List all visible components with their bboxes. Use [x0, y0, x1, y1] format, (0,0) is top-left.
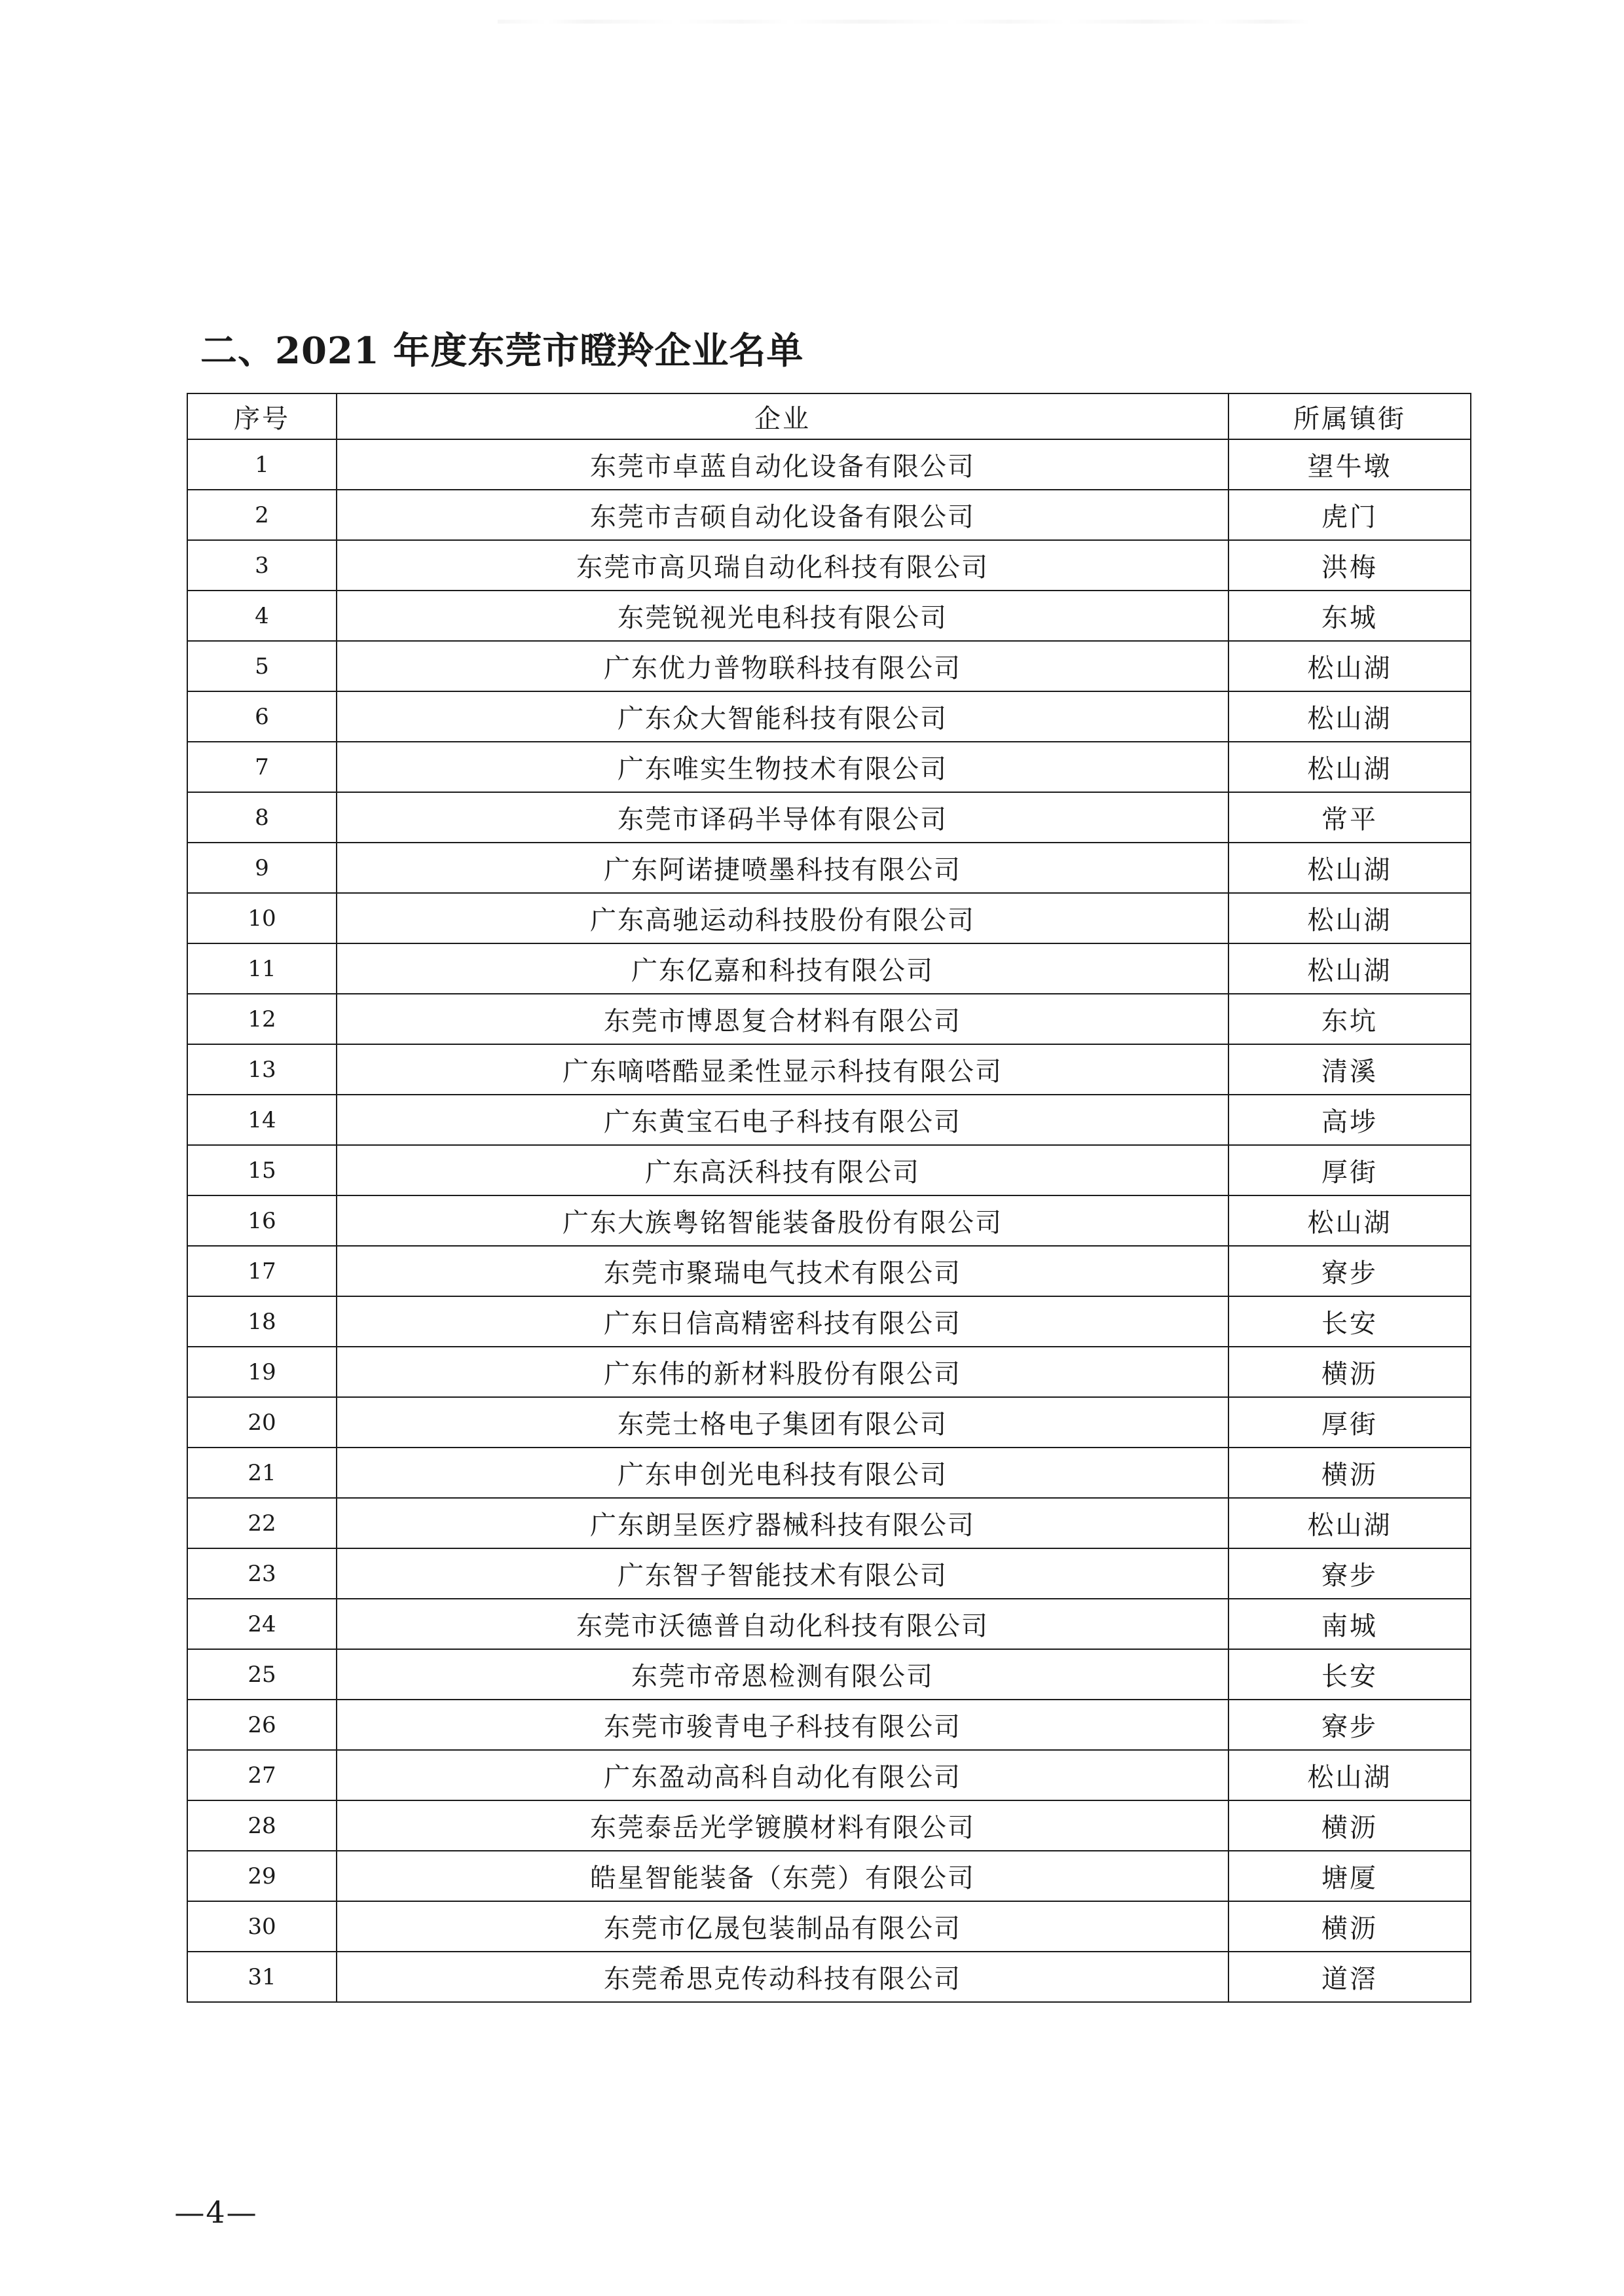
- table-header: [187, 393, 1471, 439]
- cell-enterprise-name: 广东黄宝石电子科技有限公司: [337, 1095, 1228, 1145]
- cell-town: 厚街: [1228, 1145, 1471, 1195]
- cell-enterprise-name: 东莞市亿晟包装制品有限公司: [337, 1901, 1228, 1952]
- cell-town: 横沥: [1228, 1901, 1471, 1952]
- cell-enterprise-name: 广东阿诺捷喷墨科技有限公司: [337, 843, 1228, 893]
- column-header-town: 所属镇街: [1228, 393, 1471, 439]
- cell-index: 15: [187, 1145, 337, 1195]
- cell-index: 1: [187, 439, 337, 490]
- table-row: [187, 1548, 1471, 1599]
- cell-index: 10: [187, 893, 337, 943]
- cell-town: 望牛墩: [1228, 439, 1471, 490]
- table-row: [187, 943, 1471, 994]
- cell-town: 横沥: [1228, 1800, 1471, 1851]
- table-row: [187, 591, 1471, 641]
- cell-index: 3: [187, 540, 337, 591]
- cell-enterprise-name: 广东嘀嗒酷显柔性显示科技有限公司: [337, 1044, 1228, 1095]
- table-row: [187, 1246, 1471, 1296]
- cell-index: 21: [187, 1448, 337, 1498]
- table-header-row: [187, 393, 1471, 439]
- table-row: [187, 490, 1471, 540]
- table-row: [187, 1095, 1471, 1145]
- table-row: [187, 641, 1471, 691]
- cell-enterprise-name: 东莞市卓蓝自动化设备有限公司: [337, 439, 1228, 490]
- table-row: [187, 1700, 1471, 1750]
- table-row: [187, 1145, 1471, 1195]
- cell-index: 17: [187, 1246, 337, 1296]
- cell-town: 松山湖: [1228, 1498, 1471, 1548]
- cell-town: 寮步: [1228, 1548, 1471, 1599]
- cell-index: 22: [187, 1498, 337, 1548]
- cell-town: 道滘: [1228, 1952, 1471, 2002]
- cell-enterprise-name: 东莞锐视光电科技有限公司: [337, 591, 1228, 641]
- cell-town: 厚街: [1228, 1397, 1471, 1448]
- cell-town: 洪梅: [1228, 540, 1471, 591]
- table-row: [187, 1397, 1471, 1448]
- cell-town: 松山湖: [1228, 893, 1471, 943]
- cell-town: 塘厦: [1228, 1851, 1471, 1901]
- table-row: [187, 843, 1471, 893]
- cell-town: 寮步: [1228, 1700, 1471, 1750]
- cell-town: 松山湖: [1228, 691, 1471, 742]
- cell-enterprise-name: 东莞市骏青电子科技有限公司: [337, 1700, 1228, 1750]
- cell-town: 东城: [1228, 591, 1471, 641]
- table-row: [187, 1952, 1471, 2002]
- cell-enterprise-name: 广东高驰运动科技股份有限公司: [337, 893, 1228, 943]
- cell-index: 25: [187, 1649, 337, 1700]
- gazelle-enterprise-table-container: [187, 393, 1470, 2003]
- column-header-enterprise: 企业: [337, 393, 1228, 439]
- cell-town: 松山湖: [1228, 1750, 1471, 1800]
- cell-index: 2: [187, 490, 337, 540]
- cell-enterprise-name: 广东高沃科技有限公司: [337, 1145, 1228, 1195]
- cell-town: 松山湖: [1228, 1195, 1471, 1246]
- cell-town: 横沥: [1228, 1448, 1471, 1498]
- cell-enterprise-name: 广东伟的新材料股份有限公司: [337, 1347, 1228, 1397]
- cell-enterprise-name: 广东亿嘉和科技有限公司: [337, 943, 1228, 994]
- column-header-index: 序号: [187, 393, 337, 439]
- cell-town: 松山湖: [1228, 742, 1471, 792]
- cell-town: 长安: [1228, 1296, 1471, 1347]
- cell-town: 东坑: [1228, 994, 1471, 1044]
- table-row: [187, 1448, 1471, 1498]
- table-row: [187, 1901, 1471, 1952]
- table-row: [187, 540, 1471, 591]
- cell-town: 松山湖: [1228, 843, 1471, 893]
- table-row: [187, 1498, 1471, 1548]
- cell-index: 11: [187, 943, 337, 994]
- table-row: [187, 1296, 1471, 1347]
- cell-town: 长安: [1228, 1649, 1471, 1700]
- cell-enterprise-name: 广东智子智能技术有限公司: [337, 1548, 1228, 1599]
- table-row: [187, 1195, 1471, 1246]
- cell-index: 28: [187, 1800, 337, 1851]
- cell-town: 高埗: [1228, 1095, 1471, 1145]
- cell-enterprise-name: 东莞泰岳光学镀膜材料有限公司: [337, 1800, 1228, 1851]
- cell-town: 虎门: [1228, 490, 1471, 540]
- cell-index: 7: [187, 742, 337, 792]
- cell-enterprise-name: 东莞市沃德普自动化科技有限公司: [337, 1599, 1228, 1649]
- cell-index: 5: [187, 641, 337, 691]
- cell-enterprise-name: 东莞市高贝瑞自动化科技有限公司: [337, 540, 1228, 591]
- cell-town: 清溪: [1228, 1044, 1471, 1095]
- cell-index: 30: [187, 1901, 337, 1952]
- cell-enterprise-name: 皓星智能装备（东莞）有限公司: [337, 1851, 1228, 1901]
- section-heading: 二、2021 年度东莞市瞪羚企业名单: [200, 329, 804, 373]
- cell-town: 松山湖: [1228, 943, 1471, 994]
- table-row: [187, 1649, 1471, 1700]
- page-number: —4—: [174, 2195, 258, 2230]
- cell-index: 29: [187, 1851, 337, 1901]
- table-row: [187, 994, 1471, 1044]
- table-row: [187, 691, 1471, 742]
- table-row: [187, 742, 1471, 792]
- cell-index: 24: [187, 1599, 337, 1649]
- cell-enterprise-name: 东莞市帝恩检测有限公司: [337, 1649, 1228, 1700]
- cell-index: 23: [187, 1548, 337, 1599]
- table-row: [187, 1347, 1471, 1397]
- cell-town: 横沥: [1228, 1347, 1471, 1397]
- cell-enterprise-name: 广东众大智能科技有限公司: [337, 691, 1228, 742]
- cell-enterprise-name: 广东盈动高科自动化有限公司: [337, 1750, 1228, 1800]
- cell-enterprise-name: 东莞市博恩复合材料有限公司: [337, 994, 1228, 1044]
- cell-index: 20: [187, 1397, 337, 1448]
- cell-enterprise-name: 东莞希思克传动科技有限公司: [337, 1952, 1228, 2002]
- cell-index: 8: [187, 792, 337, 843]
- cell-index: 6: [187, 691, 337, 742]
- cell-town: 南城: [1228, 1599, 1471, 1649]
- table-row: [187, 1599, 1471, 1649]
- cell-index: 16: [187, 1195, 337, 1246]
- cell-enterprise-name: 广东大族粤铭智能装备股份有限公司: [337, 1195, 1228, 1246]
- cell-index: 19: [187, 1347, 337, 1397]
- cell-index: 14: [187, 1095, 337, 1145]
- cell-index: 18: [187, 1296, 337, 1347]
- cell-index: 9: [187, 843, 337, 893]
- cell-index: 26: [187, 1700, 337, 1750]
- table-row: [187, 792, 1471, 843]
- cell-index: 4: [187, 591, 337, 641]
- cell-enterprise-name: 东莞市吉硕自动化设备有限公司: [337, 490, 1228, 540]
- scan-artifact: [498, 20, 1310, 24]
- cell-index: 31: [187, 1952, 337, 2002]
- cell-enterprise-name: 广东申创光电科技有限公司: [337, 1448, 1228, 1498]
- table-row: [187, 439, 1471, 490]
- cell-enterprise-name: 广东优力普物联科技有限公司: [337, 641, 1228, 691]
- cell-enterprise-name: 广东日信高精密科技有限公司: [337, 1296, 1228, 1347]
- gazelle-enterprise-table: [187, 393, 1471, 2003]
- cell-enterprise-name: 广东朗呈医疗器械科技有限公司: [337, 1498, 1228, 1548]
- cell-town: 常平: [1228, 792, 1471, 843]
- cell-enterprise-name: 东莞市聚瑞电气技术有限公司: [337, 1246, 1228, 1296]
- cell-enterprise-name: 广东唯实生物技术有限公司: [337, 742, 1228, 792]
- table-row: [187, 1851, 1471, 1901]
- cell-town: 松山湖: [1228, 641, 1471, 691]
- table-row: [187, 1044, 1471, 1095]
- table-body: [187, 439, 1471, 2002]
- cell-enterprise-name: 东莞士格电子集团有限公司: [337, 1397, 1228, 1448]
- cell-town: 寮步: [1228, 1246, 1471, 1296]
- table-row: [187, 1750, 1471, 1800]
- cell-index: 12: [187, 994, 337, 1044]
- cell-enterprise-name: 东莞市译码半导体有限公司: [337, 792, 1228, 843]
- cell-index: 13: [187, 1044, 337, 1095]
- table-row: [187, 1800, 1471, 1851]
- table-row: [187, 893, 1471, 943]
- cell-index: 27: [187, 1750, 337, 1800]
